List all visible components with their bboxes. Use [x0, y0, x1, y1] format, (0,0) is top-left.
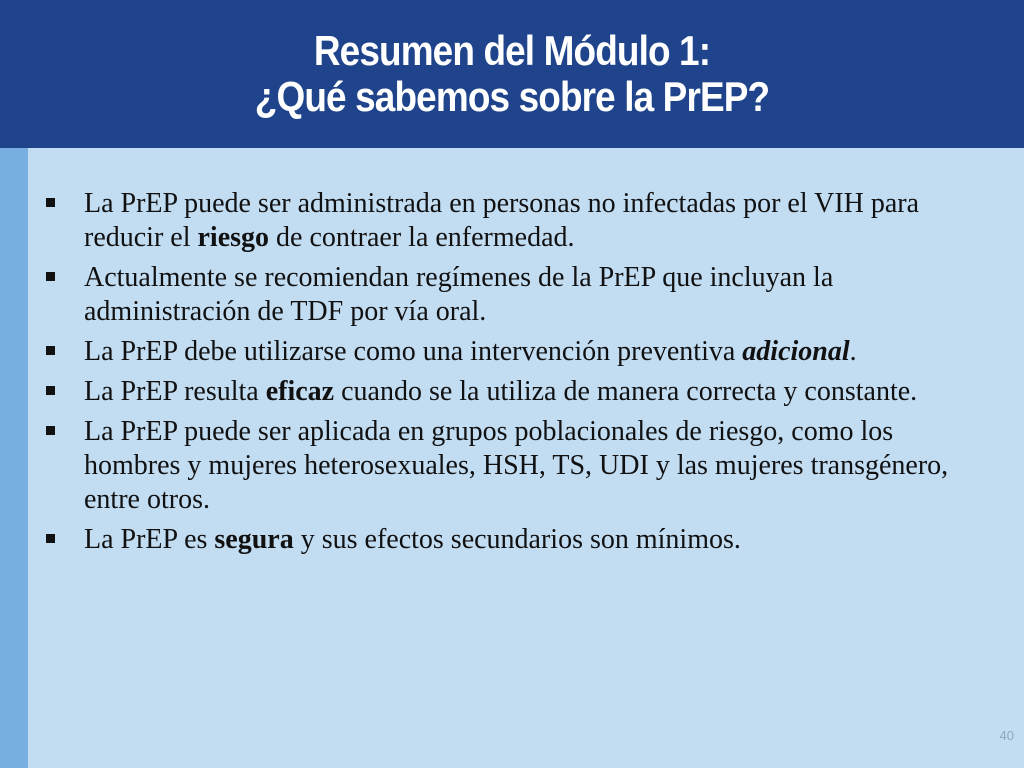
bullet-item-5: [44, 415, 974, 517]
slide-title-line1: Resumen del Módulo 1:: [313, 27, 711, 74]
title-bar: [0, 0, 1024, 148]
bullet-text: La PrEP puede ser administrada en personas no infectadas por el VIH para reducir el riesgo de contraer la enfermedad.: [84, 188, 920, 253]
slide-title: [61, 28, 962, 120]
bullet-item-3: [44, 335, 974, 369]
bold-term-eficaz: eficaz: [265, 376, 335, 407]
slide-title-line2: ¿Qué sabemos sobre la PrEP?: [254, 73, 770, 120]
bullet-item-2: [44, 261, 974, 329]
bullet-item-6: [44, 523, 974, 557]
bullet-text: La PrEP es segura y sus efectos secundarios son mínimos.: [84, 524, 741, 555]
bullet-text: La PrEP debe utilizarse como una intervención preventiva adicional.: [84, 336, 857, 367]
page-number: 40: [999, 728, 1014, 743]
bold-italic-term-adicional: adicional: [742, 336, 850, 367]
left-accent-strip: [0, 148, 28, 768]
square-bullet-icon: [46, 198, 55, 207]
square-bullet-icon: [46, 272, 55, 281]
bullet-text: La PrEP resulta eficaz cuando se la utiliza de manera correcta y constante.: [84, 376, 918, 407]
bullet-list: [44, 187, 974, 563]
square-bullet-icon: [46, 426, 55, 435]
bold-term-riesgo: riesgo: [197, 222, 270, 253]
bullet-item-1: [44, 187, 974, 255]
square-bullet-icon: [46, 534, 55, 543]
square-bullet-icon: [46, 386, 55, 395]
bullet-text: La PrEP puede ser aplicada en grupos poblacionales de riesgo, como los hombres y mujeres heterosexuales, HSH, TS, UDI y las mujeres transgénero, entre otros.: [84, 416, 949, 515]
square-bullet-icon: [46, 346, 55, 355]
bold-term-segura: segura: [214, 524, 294, 555]
bullet-text: Actualmente se recomiendan regímenes de la PrEP que incluyan la administración de TDF por vía oral.: [84, 262, 834, 327]
bullet-item-4: [44, 375, 974, 409]
